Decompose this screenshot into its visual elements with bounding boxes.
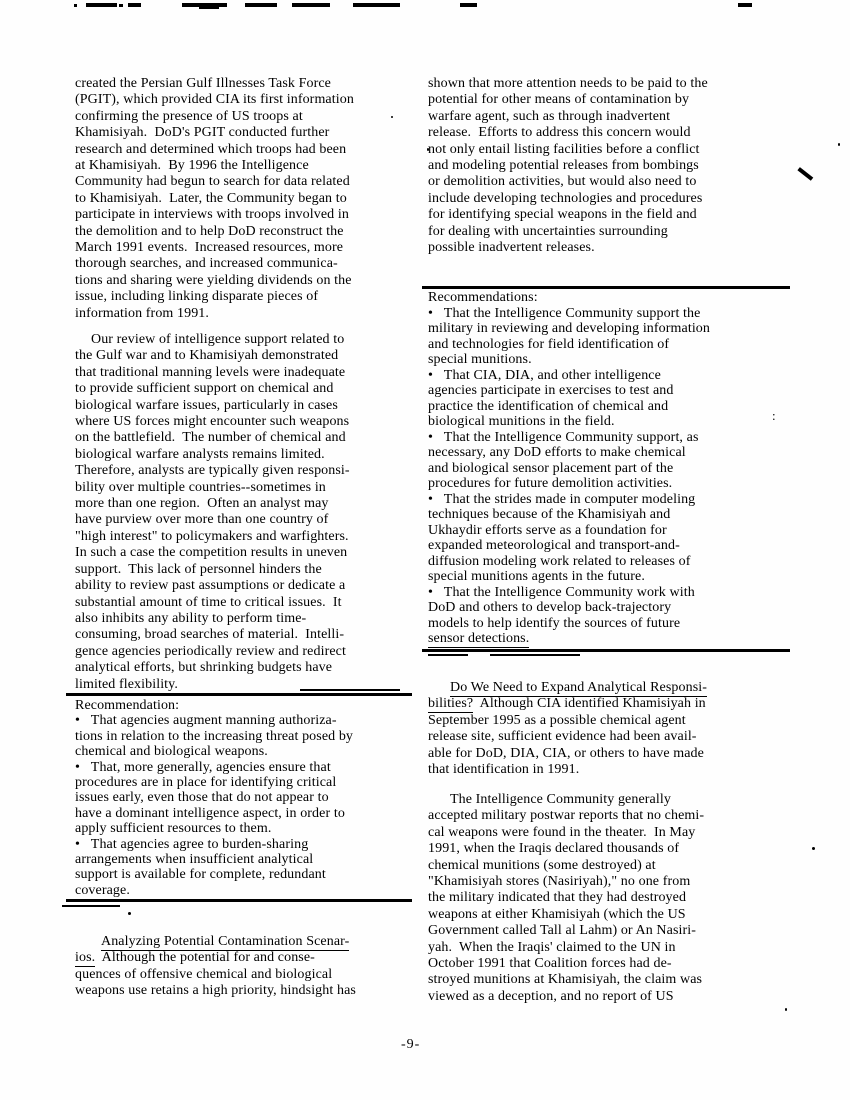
left-recommendation-box: Recommendation: • That agencies augment manning authoriza- tions in relation to the increasing threat posed by chemical and biological weapons. • That, more generally, agencies ensure that procedures are in place for identifying critical issues early, even those that do not appear to have a dominant intelligence aspect, in order to apply sufficient resources to them. • That agencies agree to burden-sharing arrangements when insufficient analytical support is available for complete, redundant coverage.	[75, 698, 354, 898]
scan-artifact-dash	[74, 4, 77, 7]
recommendations-box-bottom-rule	[422, 649, 790, 652]
right-paragraph-continuation: shown that more attention needs to be paid to the potential for other means of contamination by warfare agent, such as through inadvertent release. Efforts to address this concern would not only entail listing facilities before a conflict and modeling potential releases from bombings or demolition activities, but would also need to include developing technologies and procedures for identifying special weapons in the field and for dealing with uncertainties surrounding possible inadvertent releases.	[428, 76, 708, 256]
scan-artifact-dash	[292, 3, 330, 7]
right-paragraph-do-we-need: Do We Need to Expand Analytical Responsi- bilities? Although CIA identified Khamisiyah in September 1995 as a possible chemical agent release site, sufficient evidence had been avail- able for DoD, DIA, CIA, or others to have made that identification in 1991.	[428, 680, 707, 778]
left-paragraph-review: Our review of intelligence support related to the Gulf war and to Khamisiyah demonstrated that traditional manning levels were inadequate to provide sufficient support on chemical and biological warfare issues, particularly in cases where US forces might encounter such weapons on the battlefield. The number of chemical and biological warfare analysts remains limited. Therefore, analysts are typically given responsi- bility over multiple countries--sometimes in more than one region. Often an analyst may have purview over more than one country of "high interest" to policymakers and warfighters. In such a case the competition results in uneven support. This lack of personnel hinders the ability to review past assumptions or dedicate a substantial amount of time to critical issues. It also inhibits any ability to perform time- consuming, broad searches of material. Intelli- gence agencies periodically review and redirect analytical efforts, but shrinking budgets have limited flexibility.	[75, 332, 350, 692]
scan-artifact-dash	[119, 4, 123, 7]
scan-artifact-dash	[62, 905, 120, 907]
scan-artifact-dot	[838, 143, 840, 146]
scan-artifact-dash	[353, 3, 400, 7]
scan-artifact-dash	[86, 3, 117, 7]
scan-artifact-dash	[245, 3, 277, 7]
scan-artifact-dash	[300, 689, 400, 691]
scan-artifact-slash	[798, 167, 814, 180]
scan-artifact-dash	[199, 6, 219, 9]
page-number: -9-	[401, 1037, 421, 1052]
scan-artifact-dot	[785, 1008, 787, 1011]
scan-artifact-dash	[738, 3, 752, 7]
left-paragraph-analyzing: Analyzing Potential Contamination Scenar- ios. Although the potential for and conse- quences of offensive chemical and biological weapons use retains a high priority, hindsight has	[75, 934, 356, 999]
scan-artifact-dash	[128, 3, 141, 7]
scan-artifact-dot	[128, 912, 131, 915]
scan-artifact-dash	[460, 3, 477, 7]
scan-artifact-dot	[812, 847, 815, 850]
recommendation-box-top-rule	[66, 693, 412, 696]
recommendations-box-top-rule	[422, 286, 790, 289]
right-paragraph-postwar: The Intelligence Community generally accepted military postwar reports that no chemi- cal weapons were found in the theater. In May 1991, when the Iraqis declared thousands of chemical munitions (some destroyed) at "Khamisiyah stores (Nasiriyah)," no one from the military indicated that they had destroyed weapons at either Khamisiyah (which the US Government called Tall al Lahm) or An Nasiri- yah. When the Iraqis' claimed to the UN in October 1991 that Coalition forces had de- stroyed munitions at Khamisiyah, the claim was viewed as a deception, and no report of US	[428, 792, 705, 1004]
recommendation-box-bottom-rule	[66, 899, 412, 902]
scan-artifact-dash	[428, 654, 468, 656]
scan-artifact-colon: :	[772, 408, 776, 423]
right-recommendations-box: Recommendations: • That the Intelligence Community support the military in reviewing and developing information and technologies for field identification of special munitions. • That CIA, DIA, and other intelligence agencies participate in exercises to test and practice the identification of chemical and biological munitions in the field. • That the Intelligence Community support, as necessary, any DoD efforts to make chemical and biological sensor placement part of the procedures for future demolition activities. • That the strides made in computer modeling techniques because of the Khamisiyah and Ukhaydir efforts serve as a foundation for expanded meteorological and transport-and- diffusion modeling work related to releases of special munitions agents in the future. • That the Intelligence Community work with DoD and others to develop back-trajectory models to help identify the sources of future sensor detections.	[428, 290, 711, 646]
scan-artifact-dash	[490, 654, 580, 656]
left-paragraph-continuation: created the Persian Gulf Illnesses Task Force (PGIT), which provided CIA its first information confirming the presence of US troops at Khamisiyah. DoD's PGIT conducted further research and determined which troops had been at Khamisiyah. By 1996 the Intelligence Community had begun to search for data related to Khamisiyah. Later, the Community began to participate in interviews with troops involved in the demolition and to help DoD reconstruct the March 1991 events. Increased resources, more thorough searches, and increased communica- tions and sharing were yielding dividends on the issue, including linking disparate pieces of information from 1991.	[75, 76, 354, 321]
